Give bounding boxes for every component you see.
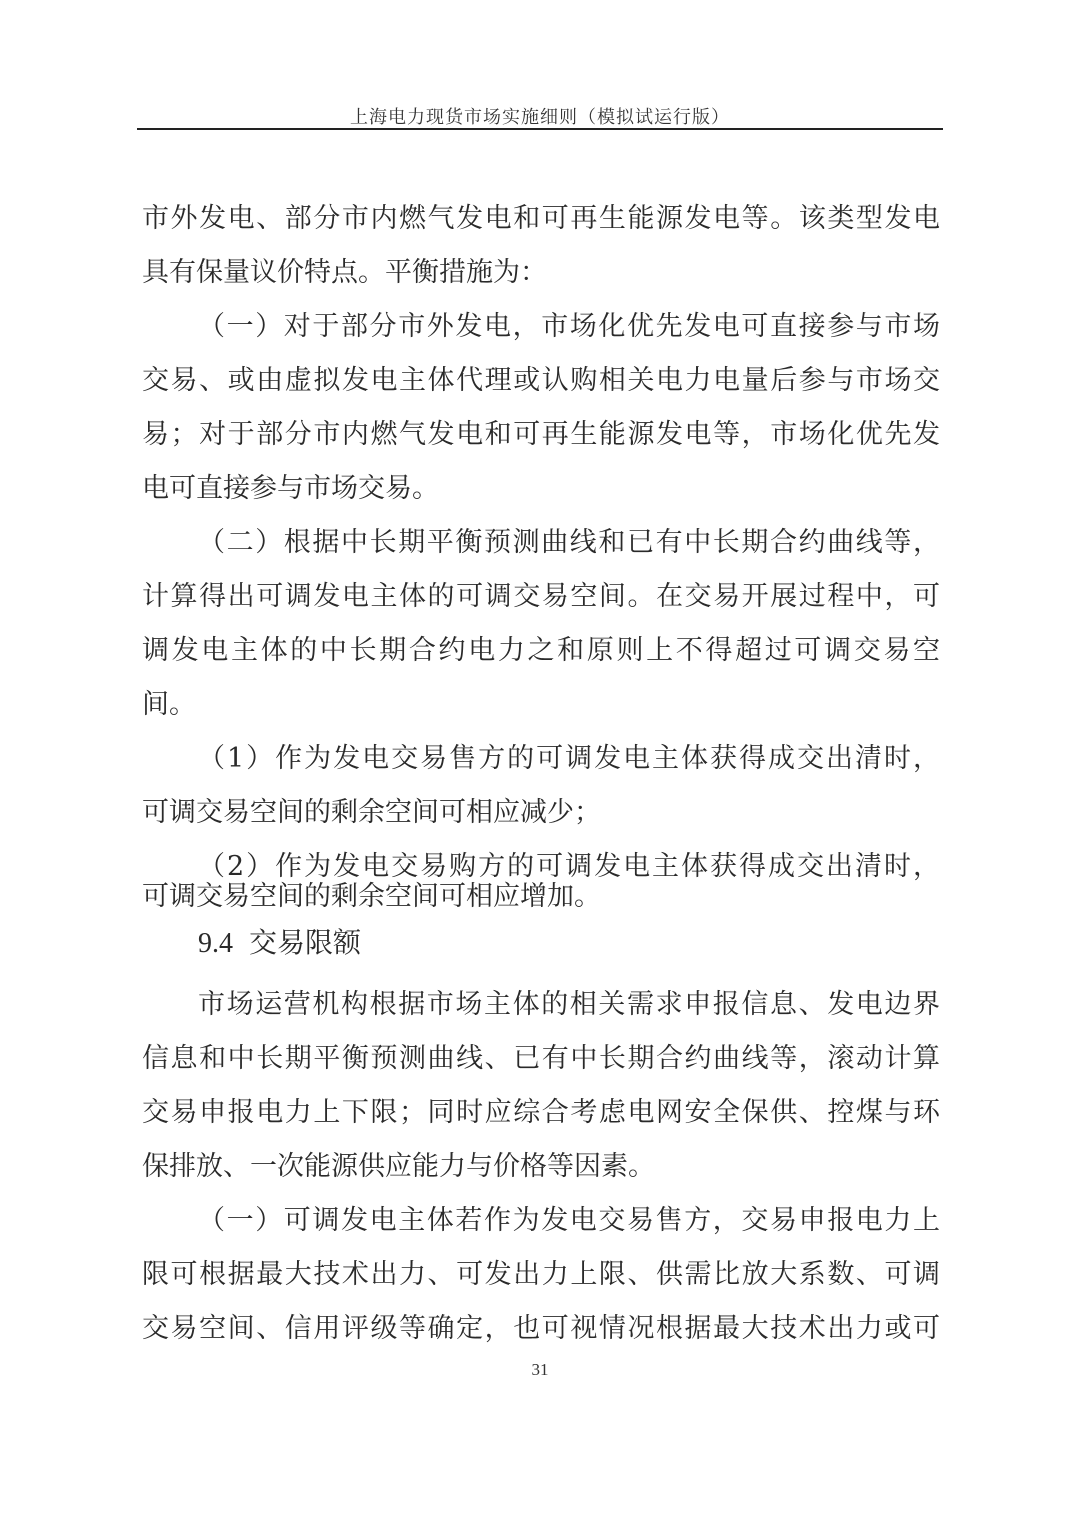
body-line: 保排放、一次能源供应能力与价格等因素。 [142,1151,655,1182]
body-line: 市场运营机构根据市场主体的相关需求申报信息、发电边界 [198,989,940,1020]
body-line: 信息和中长期平衡预测曲线、已有中长期合约曲线等，滚动计算 [142,1043,940,1074]
body-line: 可调交易空间的剩余空间可相应减少； [142,797,601,828]
running-header: 上海电力现货市场实施细则（模拟试运行版） [350,107,730,128]
header-rule [137,128,943,130]
body-line: （二）根据中长期平衡预测曲线和已有中长期合约曲线等， [198,527,940,558]
page-number: 31 [531,1360,549,1379]
section-title: 交易限额 [249,926,362,959]
body-line: 电可直接参与市场交易。 [142,473,439,504]
section-heading [198,916,361,971]
body-line: 市外发电、部分市内燃气发电和可再生能源发电等。该类型发电 [142,203,940,234]
body-line: 限可根据最大技术出力、可发出力上限、供需比放大系数、可调 [142,1259,940,1290]
body-line: （2）作为发电交易购方的可调发电主体获得成交出清时， [198,851,940,882]
body-line: 间。 [142,689,196,720]
body-line: （一）可调发电主体若作为发电交易售方，交易申报电力上 [198,1205,940,1236]
body-line: 交易、或由虚拟发电主体代理或认购相关电力电量后参与市场交 [142,365,940,396]
body-line: 具有保量议价特点。平衡措施为： [142,257,547,288]
body-line: 易；对于部分市内燃气发电和可再生能源发电等，市场化优先发 [142,419,940,450]
body-line: 交易申报电力上下限；同时应综合考虑电网安全保供、控煤与环 [142,1097,940,1128]
body-line: （一）对于部分市外发电，市场化优先发电可直接参与市场 [198,311,940,342]
body-line: （1）作为发电交易售方的可调发电主体获得成交出清时， [198,743,940,774]
body-line: 可调交易空间的剩余空间可相应增加。 [142,881,601,912]
body-line: 调发电主体的中长期合约电力之和原则上不得超过可调交易空 [142,635,940,666]
body-line: 计算得出可调发电主体的可调交易空间。在交易开展过程中，可 [142,581,940,612]
body-line: 交易空间、信用评级等确定，也可视情况根据最大技术出力或可 [142,1313,940,1344]
section-number: 9.4 [198,928,233,959]
